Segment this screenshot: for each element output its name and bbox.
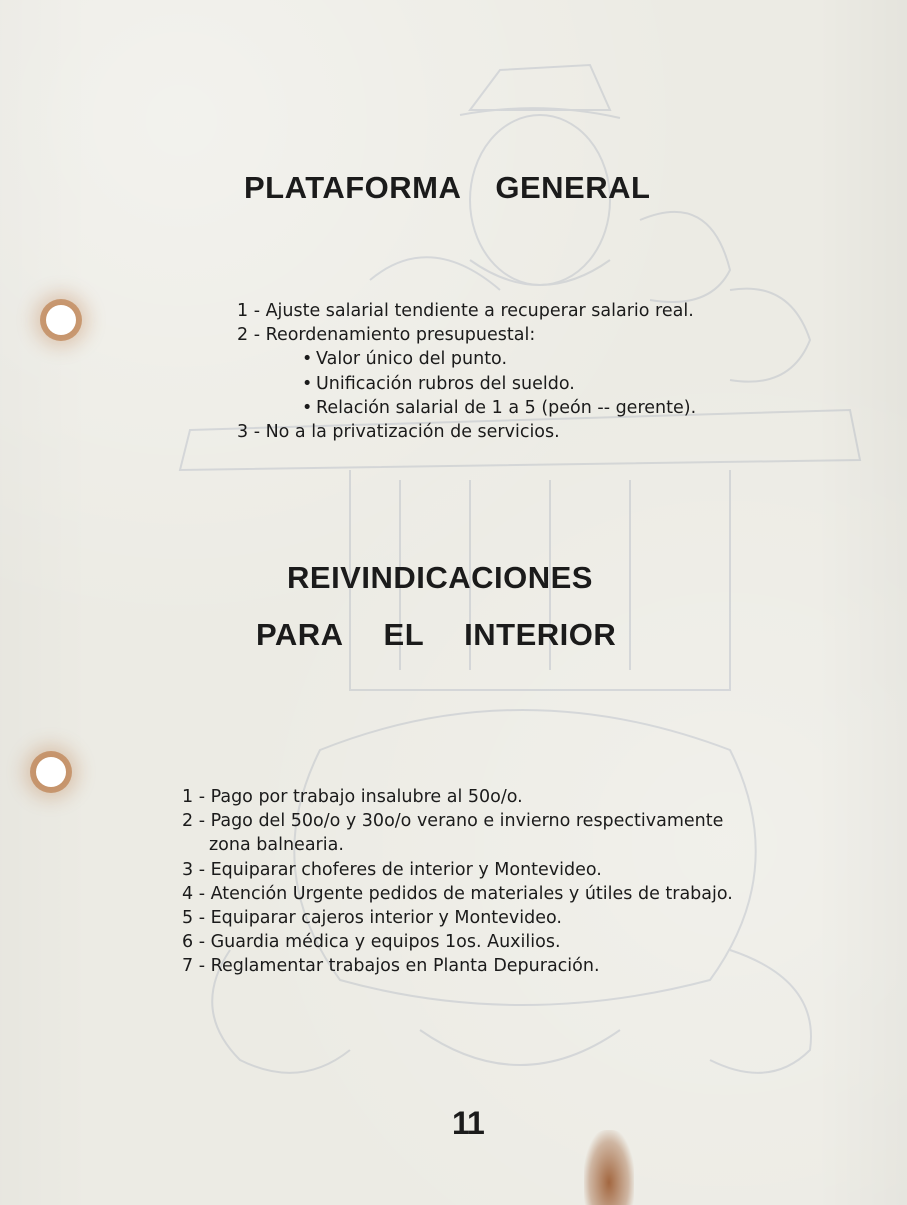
list-item: 4 - Atención Urgente pedidos de materiales y útiles de trabajo. xyxy=(182,883,733,904)
page-number: 11 xyxy=(452,1105,484,1141)
list-item: 2 - Pago del 50o/o y 30o/o verano e invierno respectivamente xyxy=(182,811,724,832)
list-item: 3 - Equiparar choferes de interior y Montevideo. xyxy=(182,859,602,880)
list-item: 6 - Guardia médica y equipos 1os. Auxilios. xyxy=(182,932,561,953)
list-item: 1 - Pago por trabajo insalubre al 50o/o. xyxy=(182,787,523,807)
title-word: INTERIOR xyxy=(464,617,617,652)
plataforma-list xyxy=(237,299,696,444)
reivindicaciones-list xyxy=(182,785,733,979)
list-subitem: • Relación salarial de 1 a 5 (peón -- gerente). xyxy=(237,396,696,420)
list-item: 7 - Reglamentar trabajos en Planta Depuración. xyxy=(182,956,600,977)
list-item-continuation: zona balnearia. xyxy=(209,835,344,856)
list-item: 3 - No a la privatización de servicios. xyxy=(237,422,560,443)
title-word: REIVINDICACIONES xyxy=(287,560,593,595)
list-subitem: • Valor único del punto. xyxy=(237,347,696,371)
title-word: EL xyxy=(383,617,425,652)
title-word: GENERAL xyxy=(495,170,651,205)
list-item: 1 - Ajuste salarial tendiente a recuperar salario real. xyxy=(237,301,694,321)
punch-hole-top xyxy=(46,305,76,335)
rust-stain xyxy=(584,1130,634,1205)
title-word: PLATAFORMA xyxy=(244,170,462,205)
section-title-plataforma-general xyxy=(244,170,650,206)
list-item: 5 - Equiparar cajeros interior y Montevideo. xyxy=(182,908,562,929)
section-subtitle-para-el-interior xyxy=(256,617,616,653)
title-word: PARA xyxy=(256,617,344,652)
section-title-reivindicaciones xyxy=(287,560,593,596)
list-subitem: • Unificación rubros del sueldo. xyxy=(237,372,696,396)
punch-hole-bottom xyxy=(36,757,66,787)
list-item: 2 - Reordenamiento presupuestal: xyxy=(237,325,536,346)
